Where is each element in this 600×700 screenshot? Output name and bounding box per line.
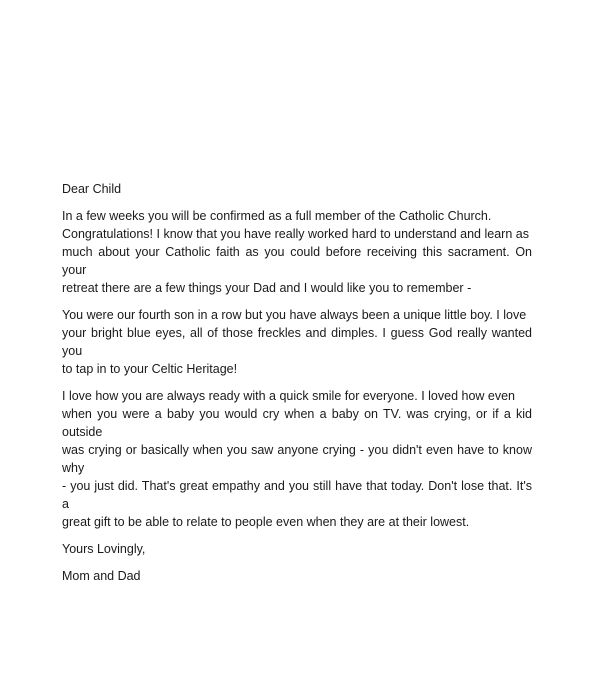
paragraph-fourth-son: You were our fourth son in a row but you have always been a unique little boy. I love your bright blue eyes, all of those freckles and dimples. I guess God really wanted you to tap in to your Celtic Heritage! [62, 308, 532, 376]
closing: Yours Lovingly, [62, 542, 146, 556]
salutation: Dear Child [62, 182, 122, 196]
letter-body [62, 180, 532, 585]
signature: Mom and Dad [62, 569, 141, 583]
paragraph-confirmation: In a few weeks you will be confirmed as a full member of the Catholic Church. Congratulations! I know that you have really worked hard to understand and learn as much about your Catholic faith as you could before receiving this sacrament. On your retreat there are a few things your Dad and I would like you to remember - [62, 209, 532, 295]
paragraph-empathy: I love how you are always ready with a quick smile for everyone. I loved how even when you were a baby you would cry when a baby on TV. was crying, or if a kid outside was crying or basically when you saw anyone crying - you didn't even have to know why - you just did. That's great empathy and you still have that today. Don't lose that. It's a great gift to be able to relate to people even when they are at their lowest. [62, 389, 532, 529]
